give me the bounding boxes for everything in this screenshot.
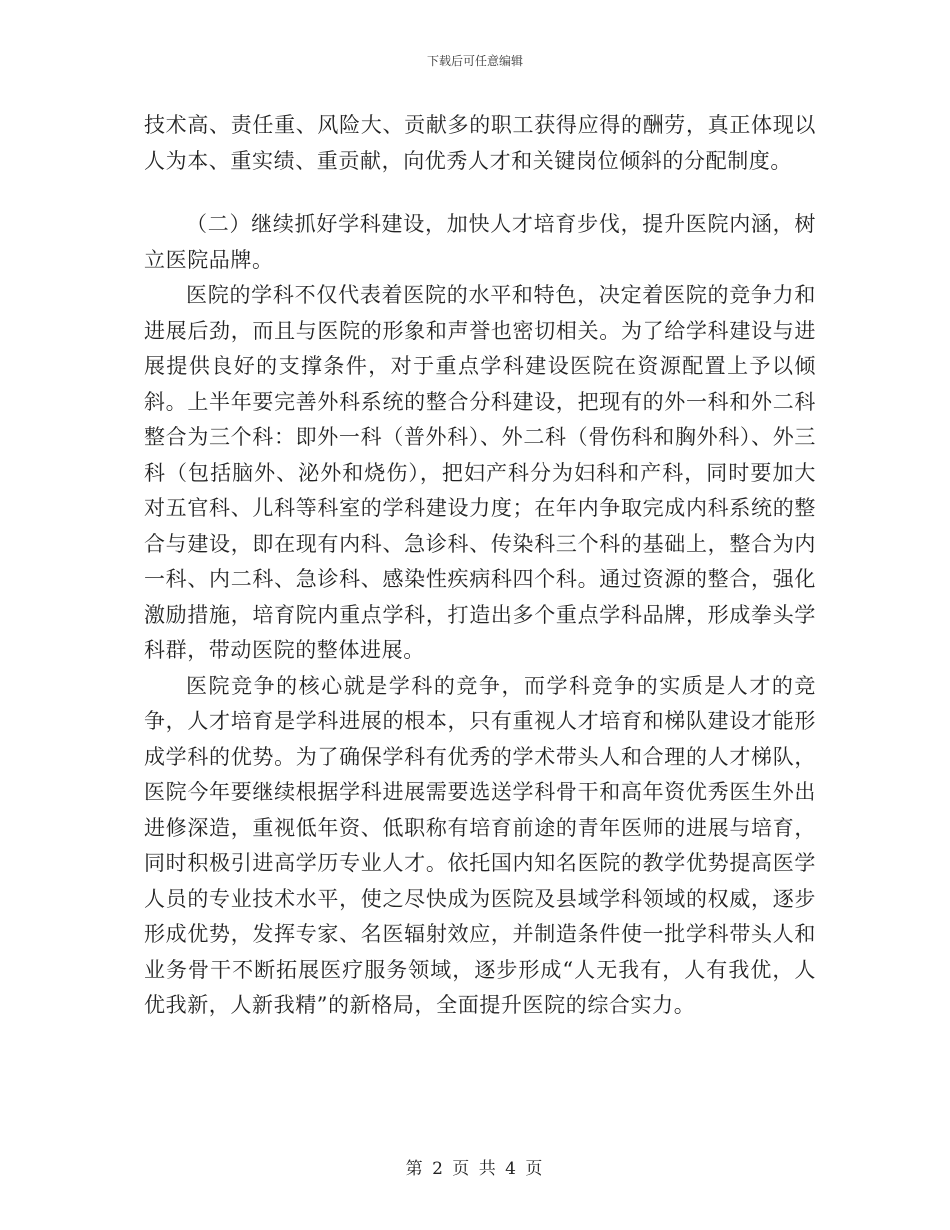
paragraph-talent-cultivation: 医院竞争的核心就是学科的竞争，而学科竞争的实质是人才的竞争，人才培育是学科进展的根本，只有重视人才培育和梯队建设才能形成学科的优势。为了确保学科有优秀的学术带头人和合理的人才梯队，医院今年要继续根据学科进展需要选送学科骨干和高年资优秀医生外出进修深造，重视低年资、低职称有培育前途的青年医师的进展与培育，同时积极引进高学历专业人才。依托国内知名医院的教学优势提高医学人员的专业技术水平，使之尽快成为医院及县域学科领域的权威，逐步形成优势，发挥专家、名医辐射效应，并制造条件使一批学科带头人和业务骨干不断拓展医疗服务领域，逐步形成“人无我有，人有我优，人优我新，人新我精”的新格局，全面提升医院的综合实力。 <box>144 673 816 1017</box>
document-body <box>144 108 816 1024</box>
paragraph-discipline-construction: 医院的学科不仅代表着医院的水平和特色，决定着医院的竞争力和进展后劲，而且与医院的形象和声誉也密切相关。为了给学科建设与进展提供良好的支撑条件，对于重点学科建设医院在资源配置上予以倾斜。上半年要完善外科系统的整合分科建设，把现有的外一科和外二科整合为三个科：即外一科（普外科）、外二科（骨伤科和胸外科）、外三科（包括脑外、泌外和烧伤），把妇产科分为妇科和产科，同时要加大对五官科、儿科等科室的学科建设力度；在年内争取完成内科系统的整合与建设，即在现有内科、急诊科、传染科三个科的基础上，整合为内一科、内二科、急诊科、感染性疾病科四个科。通过资源的整合，强化激励措施，培育院内重点学科，打造出多个重点学科品牌，形成拳头学科群，带动医院的整体进展。 <box>144 283 816 662</box>
paragraph-continuation: 技术高、责任重、风险大、贡献多的职工获得应得的酬劳，真正体现以人为本、重实绩、重贡献，向优秀人才和关键岗位倾斜的分配制度。 <box>144 113 816 173</box>
page-header: 下载后可任意编辑 <box>426 54 523 68</box>
page-number: 第 2 页 共 4 页 <box>405 1159 545 1179</box>
section-heading: （二）继续抓好学科建设，加快人才培育步伐，提升医院内涵，树立医院品牌。 <box>144 212 816 272</box>
